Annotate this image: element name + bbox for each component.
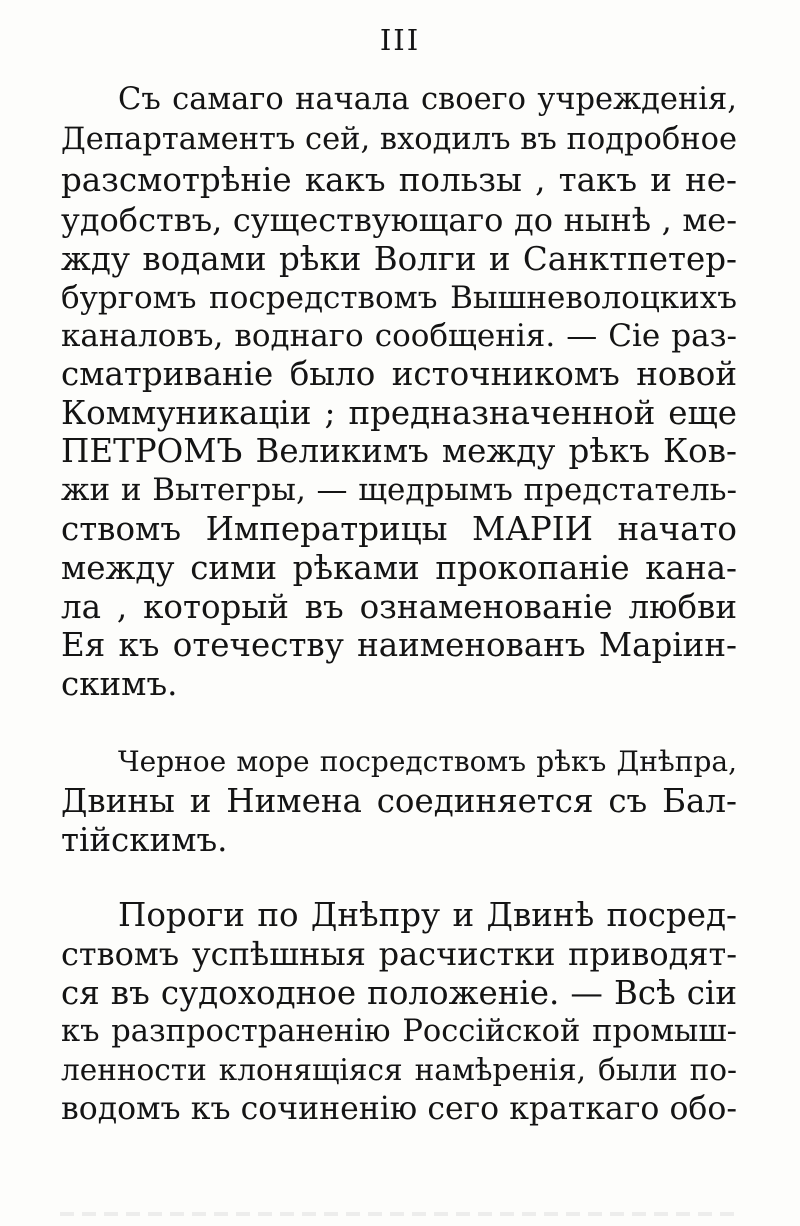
paragraph-1-line: сматриваніе было источникомъ новой <box>61 355 737 393</box>
paragraph-3-line: водомъ къ сочиненію сего краткаго обо- <box>61 1091 737 1127</box>
paragraph-1-line: скимъ. <box>61 665 178 703</box>
paragraph-1-line: жи и Вытегры, — щедрымъ предстатель- <box>61 472 737 508</box>
paragraph-3-line: къ разпространенію Россійской промыш- <box>61 1014 737 1049</box>
page-number: III <box>379 23 421 57</box>
paragraph-1-line: Ея къ отечеству наименованъ Маріин- <box>61 626 737 664</box>
paragraph-1-line: ствомъ Императрицы МАРІИ начато <box>61 510 737 548</box>
paragraph-1-line: каналовъ, воднаго сообщенія. — Сіе раз- <box>61 318 737 354</box>
paragraph-1-line: бургомъ посредствомъ Вышневолоцкихъ <box>61 280 737 316</box>
paragraph-3-line: ствомъ успѣшныя расчистки приводят- <box>61 935 737 973</box>
paragraph-2-line: тійскимъ. <box>61 821 228 859</box>
paragraph-1-line: ПЕТРОМЪ Великимъ между рѣкъ Ков- <box>61 432 737 470</box>
paragraph-3-line: ся въ судоходное положеніе. — Всѣ сіи <box>61 974 737 1012</box>
paragraph-1-line: разсмотрѣніе какъ пользы , такъ и не- <box>61 161 737 199</box>
paragraph-1-line: ла , который въ ознаменованіе любви <box>61 588 737 626</box>
paragraph-1-line: жду водами рѣки Волги и Санктпетер- <box>61 240 737 278</box>
paragraph-3-line: ленности клонящіяся намѣренія, были по- <box>61 1053 737 1087</box>
bleed-through-strip <box>60 1212 740 1216</box>
paragraph-1-line: между сими рѣками прокопаніе кана- <box>61 549 737 587</box>
paragraph-1-line: Коммуникаціи ; предназначенной еще <box>61 394 737 432</box>
paragraph-1-line: Съ самаго начала своего учрежденія, <box>118 82 737 117</box>
paragraph-3-line: Пороги по Днѣпру и Двинѣ посред- <box>118 896 737 934</box>
paragraph-2-line: Черное море посредствомъ рѣкъ Днѣпра, <box>118 745 737 778</box>
paragraph-2-line: Двины и Нимена соединяется съ Бал- <box>61 782 737 820</box>
paragraph-1-line: удобствъ, существующаго до нынѣ , ме- <box>61 201 737 239</box>
paragraph-1-line: Департаментъ сей, входилъ въ подробное <box>61 122 737 157</box>
